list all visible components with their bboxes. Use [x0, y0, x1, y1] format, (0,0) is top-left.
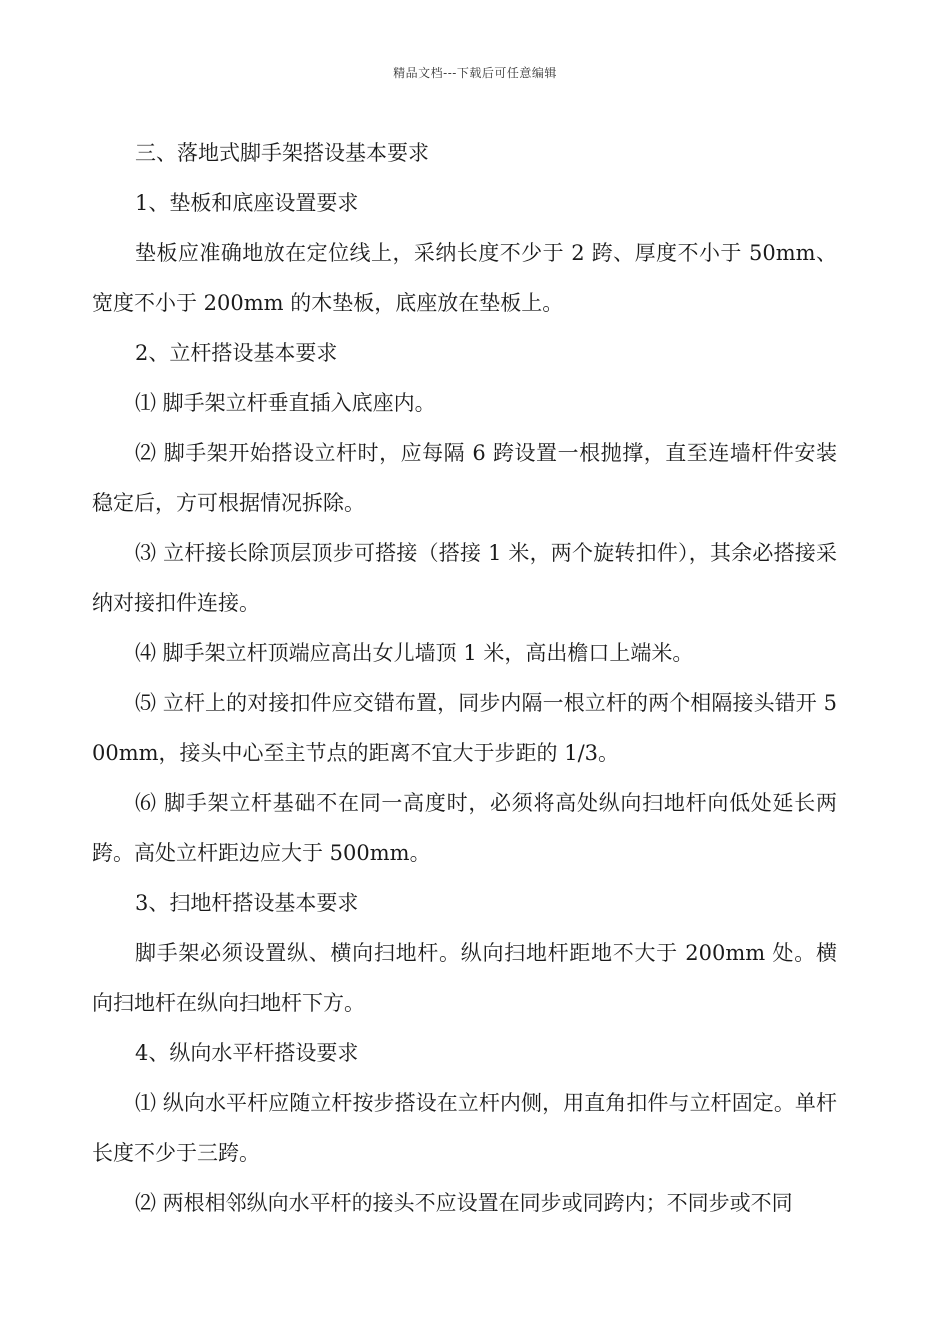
list-item: ⑷ 脚手架立杆顶端应高出女儿墙顶 1 米，高出檐口上端米。 — [135, 641, 694, 665]
document-body — [92, 128, 837, 1228]
list-item: ⑴ 纵向水平杆应随立杆按步搭设在立杆内侧，用直角扣件与立杆固定。单杆长度不少于三跨。 — [92, 1091, 837, 1165]
list-item: ⑵ 两根相邻纵向水平杆的接头不应设置在同步或同跨内；不同步或不同 — [135, 1191, 793, 1215]
body-paragraph: 垫板应准确地放在定位线上，采纳长度不少于 2 跨、厚度不小于 50mm、宽度不小于 200mm 的木垫板，底座放在垫板上。 — [92, 241, 837, 315]
page-header: 精品文档---下载后可任意编辑 — [393, 66, 557, 80]
list-item: ⑸ 立杆上的对接扣件应交错布置，同步内隔一根立杆的两个相隔接头错开 500mm，接头中心至主节点的距离不宜大于步距的 1/3。 — [92, 691, 837, 765]
subsection-heading: 2、立杆搭设基本要求 — [135, 341, 338, 365]
section-heading: 三、落地式脚手架搭设基本要求 — [135, 141, 429, 165]
body-paragraph: 脚手架必须设置纵、横向扫地杆。纵向扫地杆距地不大于 200mm 处。横向扫地杆在纵向扫地杆下方。 — [92, 941, 837, 1015]
subsection-heading: 1、垫板和底座设置要求 — [135, 191, 359, 215]
list-item: ⑴ 脚手架立杆垂直插入底座内。 — [135, 391, 436, 415]
subsection-heading: 3、扫地杆搭设基本要求 — [135, 891, 359, 915]
list-item: ⑶ 立杆接长除顶层顶步可搭接（搭接 1 米，两个旋转扣件），其余必搭接采纳对接扣件连接。 — [92, 541, 837, 615]
list-item: ⑵ 脚手架开始搭设立杆时，应每隔 6 跨设置一根抛撑，直至连墙杆件安装稳定后，方可根据情况拆除。 — [92, 441, 837, 515]
subsection-heading: 4、纵向水平杆搭设要求 — [135, 1041, 359, 1065]
list-item: ⑹ 脚手架立杆基础不在同一高度时，必须将高处纵向扫地杆向低处延长两跨。高处立杆距边应大于 500mm。 — [92, 791, 837, 865]
